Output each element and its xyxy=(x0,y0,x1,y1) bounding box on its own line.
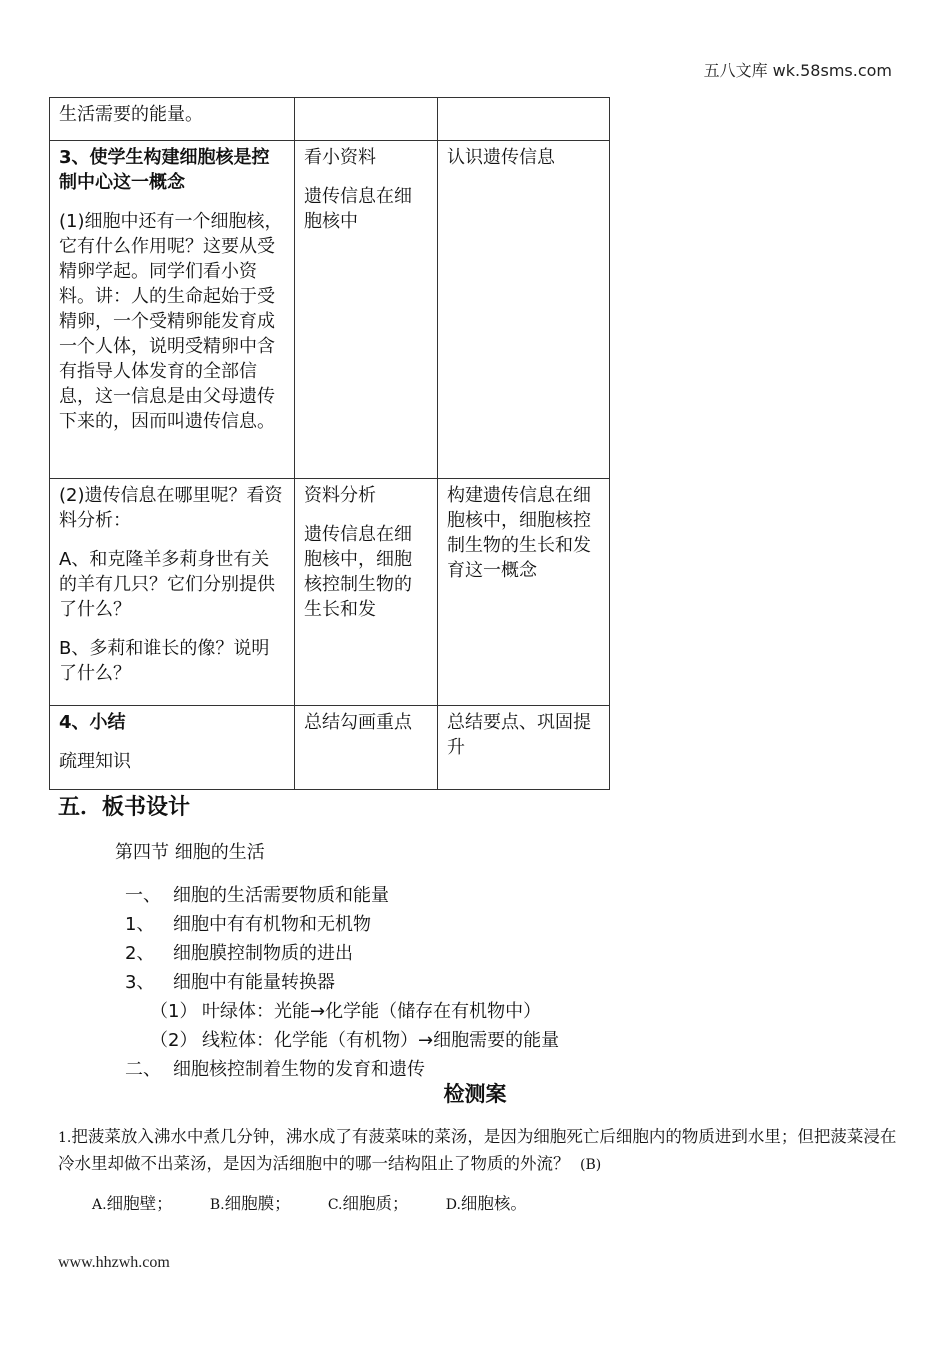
header-site-text: 五八文库 wk.58sms.com xyxy=(703,61,892,80)
cell-text: 生活需要的能量。 xyxy=(59,104,203,125)
cell-text: 遗传信息在细胞核中，细胞核控制生物的生长和发 xyxy=(304,524,412,620)
option-text: 细胞膜； xyxy=(224,1194,291,1213)
footer-site-text: www.hhzwh.com xyxy=(58,1254,170,1271)
cell-text: 看小资料 xyxy=(304,147,376,168)
option-letter: D. xyxy=(445,1197,461,1213)
option-item xyxy=(446,1190,527,1214)
option-item xyxy=(328,1190,409,1214)
cell-text: B、多莉和谁长的像？说明了什么？ xyxy=(59,638,270,684)
section-heading: 五．板书设计 xyxy=(58,795,191,820)
option-item xyxy=(210,1190,291,1214)
option-letter: A. xyxy=(92,1197,107,1213)
cell-text: 总结勾画重点 xyxy=(304,712,412,733)
cell-text: 资料分析 xyxy=(304,485,376,506)
step-heading: 3、使学生构建细胞核是控制中心这一概念 xyxy=(59,147,270,193)
cell-text: 遗传信息在细胞核中 xyxy=(304,186,412,232)
answer-options xyxy=(92,1190,559,1214)
table-row xyxy=(50,141,610,479)
table-row xyxy=(50,706,610,790)
board-item-text: 细胞中有能量转换器 xyxy=(173,972,335,993)
table-cell xyxy=(438,98,610,141)
check-heading: 检测案 xyxy=(443,1082,507,1106)
cell-text: 认识遗传信息 xyxy=(447,147,555,168)
option-letter: C. xyxy=(327,1197,343,1213)
option-text: 细胞核。 xyxy=(460,1194,527,1213)
cell-text: (2)遗传信息在哪里呢？看资料分析： xyxy=(59,485,283,531)
question-body: 把菠菜放入沸水中煮几分钟，沸水成了有菠菜味的菜汤，是因为细胞死亡后细胞内的物质进到水里；但把菠菜浸在冷水里却做不出菜汤，是因为活细胞中的哪一结构阻止了物质的外流？ xyxy=(58,1127,897,1173)
board-item-text: 细胞核控制着生物的发育和遗传 xyxy=(173,1059,425,1080)
question-number: 1. xyxy=(58,1130,72,1146)
board-item-text: 细胞的生活需要物质和能量 xyxy=(173,885,389,906)
cell-text: A、和克隆羊多莉身世有关的羊有几只？它们分别提供了什么？ xyxy=(59,549,275,620)
table-cell xyxy=(295,479,438,706)
table-cell xyxy=(50,98,295,141)
option-text: 细胞质； xyxy=(342,1194,409,1213)
lesson-table xyxy=(49,97,610,790)
board-item-number: 2、 xyxy=(125,943,155,964)
board-item-number: 一、 xyxy=(125,885,161,906)
board-item xyxy=(125,881,389,907)
board-item-text: 细胞膜控制物质的进出 xyxy=(173,943,353,964)
board-item-text: 细胞中有有机物和无机物 xyxy=(173,914,371,935)
table-cell xyxy=(50,479,295,706)
step-heading: 4、小结 xyxy=(59,712,126,733)
board-title: 第四节 细胞的生活 xyxy=(115,842,265,863)
board-item-number: （2） xyxy=(150,1030,198,1051)
table-cell xyxy=(295,706,438,790)
cell-text: 疏理知识 xyxy=(59,751,131,772)
table-cell xyxy=(438,479,610,706)
option-item xyxy=(92,1190,173,1214)
board-item xyxy=(150,997,541,1023)
table-row xyxy=(50,98,610,141)
board-item-number: 二、 xyxy=(125,1059,161,1080)
cell-text: (1)细胞中还有一个细胞核，它有什么作用呢？这要从受精卵学起。同学们看小资料。讲：人的生命起始于受精卵，一个受精卵能发育成一个人体，说明受精卵中含有指导人体发育的全部信息，这一信息是由父母遗传下来的，因而叫遗传信息。 xyxy=(59,211,283,432)
question-text xyxy=(58,1124,898,1178)
board-item xyxy=(125,968,335,994)
board-item xyxy=(125,910,371,936)
board-item xyxy=(125,939,353,965)
board-item-number: 3、 xyxy=(125,972,155,993)
cell-text: 构建遗传信息在细胞核中，细胞核控制生物的生长和发育这一概念 xyxy=(447,485,591,581)
option-letter: B. xyxy=(209,1197,225,1213)
board-item-number: 1、 xyxy=(125,914,155,935)
table-cell xyxy=(438,706,610,790)
table-cell xyxy=(438,141,610,479)
board-item-text: 线粒体：化学能（有机物）→细胞需要的能量 xyxy=(202,1030,560,1051)
table-cell xyxy=(295,141,438,479)
table-cell xyxy=(50,706,295,790)
board-item xyxy=(150,1026,559,1052)
board-item-text: 叶绿体：光能→化学能（储存在有机物中） xyxy=(202,1001,542,1022)
table-row xyxy=(50,479,610,706)
cell-text: 总结要点、巩固提升 xyxy=(447,712,591,758)
board-item-number: （1） xyxy=(150,1001,198,1022)
option-text: 细胞壁； xyxy=(106,1194,173,1213)
table-cell xyxy=(295,98,438,141)
table-cell xyxy=(50,141,295,479)
question-answer: (B) xyxy=(580,1157,602,1173)
